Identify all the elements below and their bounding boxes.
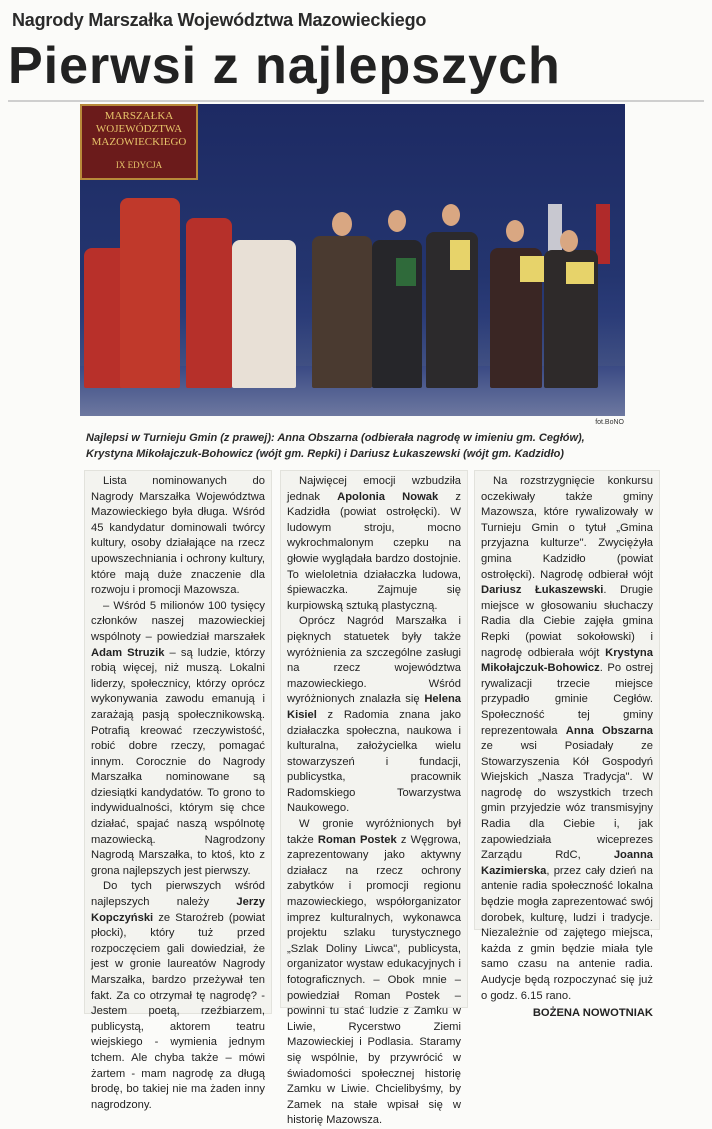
head-laureate-2 [442,204,460,226]
name-joanna-kazimierska: Joanna Kazimierska [481,849,653,877]
top-rule [8,100,704,102]
marshal [312,236,372,388]
col3-paragraph-1: Na rozstrzygnięcie konkursu oczekiwały także gminy Mazowsza, które rywalizowały w Turnieju Gmin o tytuł „Gmina przyjazna kulturze". Zwyciężyła gmina Kadzidło (powiat ostrołęcki). Nagrodę odbierał wójt Dariusz Łukaszewski. Drugie miejsce w głosowaniu słuchaczy Radia dla Ciebie zajęła gmina Repki (powiat sokołowski) i nagrodę odbierała wójt Krystyna Mikołajczuk-Bohowicz. Po ostrej rywalizacji trzecie miejsce przypadło gminie Cegłów. Społeczność tej gminy reprezentowała Anna Obszarna ze wsi Posiadały ze Stowarzyszenia Kół Gospodyń Wiejskich „Nasza Tradycja". W nagrodę do wszystkich trzech gmin przyjedzie wóz transmisyjny Radia dla Ciebie i, jak zapowiedziała wiceprezes Zarządu RdC, Joanna Kazimierska, przez cały dzień na antenie radia społeczność lokalna będzie mogła zaprezentować swój dorobek, kulturę, ludzi i tradycje. Niezależnie od zajętego miejsca, każda z gmin będzie miała tyle samo czasu na antenie radia. Audycje będą rozpoczynać się już o godz. 6.15 rano. [481,475,654,1002]
banner-edition: IX EDYCJA [115,160,163,170]
photo-caption [86,430,631,462]
accordion-player [120,198,180,388]
name-adam-struzik: Adam Struzik [91,646,165,659]
section-kicker: Nagrody Marszałka Województwa Mazowieckiego [12,10,427,30]
award-plaque-4 [566,262,594,284]
article-headline: Pierwsi z najlepszych [8,37,561,95]
author-signoff: BOŻENA NOWOTNIAK [532,1007,653,1020]
col1-paragraph-2: – Wśród 5 milionów 100 tysięcy członków naszej mazowieckiej wspólnoty – powiedział marszałek Adam Struzik – są ludzie, którzy robią więcej, niż muszą. Lokalni liderzy, społecznicy, którzy oprócz wykonywania zawodu emanują i zarażają pasją społecznikowską. Potrafią kreować rzeczywistość, robić dobre rzeczy, pomagać innym. Corocznie do Nagrody Marszałka nominowane są dziesiątki kandydatów. To grono to indywidualności, którym się chce działać, spajać naszą wspólnotę mazowiecką. Nagrodzony Nagrodą Marszałka, to ktoś, kto z grona najlepszych jest pierwszy. [91,599,265,877]
col2-paragraph-1: Najwięcej emocji wzbudziła jednak Apolonia Nowak z Kadzidła (powiat ostrołęcki). W ludowym stroju, mocno wykrochmalonym czepku na głowie wyglądała bardzo dostojnie. To wieloletnia działaczka ludowa, śpiewaczka. Zajmuje się kurpiowską sztuką plastyczną. [287,475,461,612]
name-krystyna-mikolajczuk-bohowicz: Krystyna Mikołajczuk-Bohowicz [481,646,653,675]
head-laureate-3 [506,220,524,242]
article-photo [80,104,625,416]
violin-player [186,218,232,388]
banner-line-2: WOJEWÓDZTWA [95,123,183,135]
flag-red [596,204,610,264]
article-column-3 [474,470,660,1020]
name-roman-postek: Roman Postek [317,833,397,846]
caption-text: Anna Obszarna (odbierała nagrodę w imieniu gm. Cegłów), Krystyna Mikołajczuk-Bohowicz (wójt gm. Repki) i Dariusz Łukaszewski (wójt gm. Kadzidło) [86,432,585,460]
col1-paragraph-1: Lista nominowanych do Nagrody Marszałka Województwa Mazowieckiego była długa. Wśród 45 kandydatur dominowali twórcy kultury, osoby działające na rzecz upowszechniania i ochrony kultury, które mają duże znaczenie dla rozwoju i promocji Mazowsza. [91,475,265,597]
name-jerzy-kopczynski: Jerzy Kopczyński [91,896,265,924]
head-laureate-1 [388,210,406,232]
col1-paragraph-3: Do tych pierwszych wśród najlepszych należy Jerzy Kopczyński ze Staroźreb (powiat płocki), który tuż przed rozpoczęciem gali dowiedział, że jest w gronie laureatów Nagrody Marszałka, bardzo przeżywał ten fakt. Za co otrzymał tę nagrodę? - Jestem poetą, rzeźbiarzem, publicystą, aktorem teatru wiejskiego - wymienia jednym tchem. Ale chyba także – mówi żartem - mam nagrodę za długą brodę, bo takiej nie ma żaden inny nagrodzony. [91,880,265,1111]
head-marshal [332,212,352,236]
banner-line-3: MAZOWIECKIEGO [91,136,187,148]
award-plaque-3 [520,256,544,282]
award-plaque-2 [450,240,470,270]
col2-paragraph-2: Oprócz Nagród Marszałka i pięknych statuetek były także wyróżnienia za szczególne zasługi na rzecz województwa mazowieckiego. Wśród wyróżnionych znalazła się Helena Kisiel z Radomia znana jako działaczka społeczna, naukowa i kulturalna, założycielka wielu stowarzyszeń i fundacji, publicystka, pracownik Radomskiego Towarzystwa Naukowego. [287,615,461,815]
caption-lead: Najlepsi w Turnieju Gmin (z prawej): [86,432,278,444]
name-dariusz-lukaszewski: Dariusz Łukaszewski [481,584,604,597]
name-apolonia-nowak: Apolonia Nowak [337,490,439,503]
banner-line-1: MARSZAŁKA [104,110,174,122]
head-laureate-4 [560,230,578,252]
article-column-1 [84,470,272,1111]
folk-woman [232,240,296,388]
article-column-2 [280,470,468,1127]
award-banner [80,104,198,180]
photo-credit: fot.BoNO [595,419,624,426]
name-anna-obszarna: Anna Obszarna [565,724,654,737]
award-plaque-1 [396,258,416,286]
name-helena-kisiel: Helena Kisiel [287,693,461,721]
col2-paragraph-3: W gronie wyróżnionych był także Roman Postek z Węgrowa, zaprezentowany jako aktywny działacz na rzecz ochrony zabytków i promocji regionu mazowieckiego, współorganizator imprez kulturalnych, wykonawca projektu szlaku turystycznego „Szlak Doliny Liwca", publicysta, organizator wystaw edukacyjnych i fotograficznych. – Obok mnie – powiedział Roman Postek – powinni tu stać ludzie z Zamku w Liwie, Rycerstwo Ziemi Mazowieckiej i Podlasia. Staramy się wspólnie, by przywrócić w świadomości społecznej historię Zamku w Liwie. Chcielibyśmy, by Zamek na stałe wpisał się w historię Mazowsza. [287,818,461,1127]
